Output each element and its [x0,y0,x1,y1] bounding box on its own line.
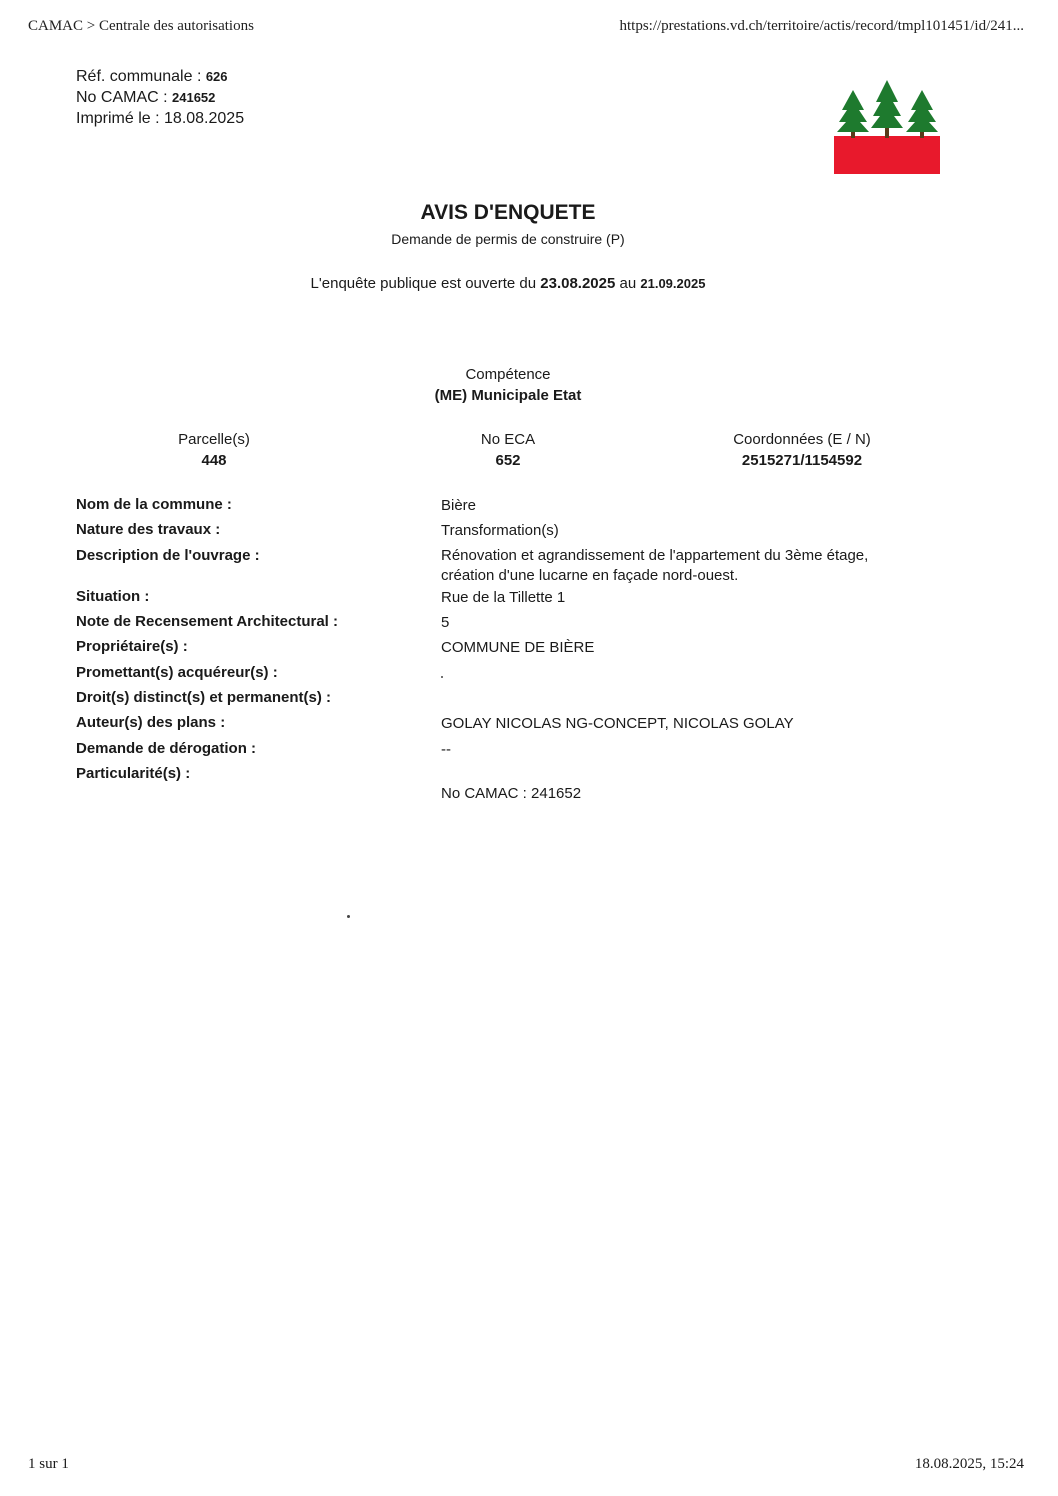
page-subtitle: Demande de permis de construire (P) [391,231,625,247]
note-recensement-label: Note de Recensement Architectural : [76,613,339,630]
enquete-date-start: 23.08.2025 [540,275,616,292]
auteur-plans-value: GOLAY NICOLAS NG-CONCEPT, NICOLAS GOLAY [441,715,794,732]
description-value: Rénovation et agrandissement de l'appartement du 3ème étage, création d'une lucarne en façade nord-ouest. [441,547,869,584]
parcelle-value: 448 [201,452,227,469]
printed-date: Imprimé le : 18.08.2025 [76,110,245,127]
coordinates-label: Coordonnées (E / N) [733,431,871,448]
droit-distinct-label: Droit(s) distinct(s) et permanent(s) : [76,689,332,706]
eca-block [408,429,608,471]
scan-speck [347,915,350,918]
note-recensement-value: 5 [441,614,450,631]
nature-value: Transformation(s) [441,522,559,539]
tree-center-icon [871,80,903,138]
browser-header-url: https://prestations.vd.ch/territoire/actis/record/tmpl101451/id/241... [619,18,1024,34]
tree-left-icon [837,90,869,138]
derogation-label: Demande de dérogation : [76,740,257,757]
coat-of-arms-red-band [834,136,940,174]
tree-right-icon [906,90,938,138]
page-title: AVIS D'ENQUETE [420,201,596,224]
proprietaire-label: Propriétaire(s) : [76,638,188,655]
reference-block [76,66,244,129]
promettant-label: Promettant(s) acquéreur(s) : [76,664,278,681]
browser-header-breadcrumb: CAMAC > Centrale des autorisations [28,18,254,34]
printed-date-value: 18.08.2025 [164,110,245,127]
nature-label: Nature des travaux : [76,521,221,538]
proprietaire-value: COMMUNE DE BIÈRE [441,639,595,656]
print-timestamp: 18.08.2025, 15:24 [914,1456,1024,1472]
auteur-plans-label: Auteur(s) des plans : [76,714,226,731]
camac-number: No CAMAC : 241652 [76,89,216,106]
competence-label: Compétence [465,366,551,383]
eca-label: No ECA [480,431,536,448]
enquete-period: L'enquête publique est ouverte du 23.08.2025 au 21.09.2025 [310,275,706,292]
derogation-value: -- [441,741,451,758]
parcelle-label: Parcelle(s) [178,431,250,448]
competence-block [0,364,1016,406]
coordinates-block [692,429,912,471]
commune-coat-of-arms-icon [834,80,940,174]
situation-label: Situation : [76,588,150,605]
enquete-date-end: 21.09.2025 [640,276,706,291]
description-label: Description de l'ouvrage : [76,547,260,564]
commune-value: Bière [441,497,477,514]
parcelle-block [114,429,314,471]
eca-value: 652 [495,452,521,469]
particularite-value: No CAMAC : 241652 [441,785,582,802]
coordinates-value: 2515271/1154592 [741,452,863,469]
situation-value: Rue de la Tillette 1 [441,589,566,606]
competence-value: (ME) Municipale Etat [434,387,582,404]
ref-communale-value: 626 [205,69,228,84]
page-counter: 1 sur 1 [28,1456,69,1472]
scan-speck [441,676,443,678]
particularite-label: Particularité(s) : [76,765,191,782]
ref-communale: Réf. communale : 626 [76,68,228,85]
camac-number-value: 241652 [172,90,216,105]
commune-label: Nom de la commune : [76,496,232,513]
